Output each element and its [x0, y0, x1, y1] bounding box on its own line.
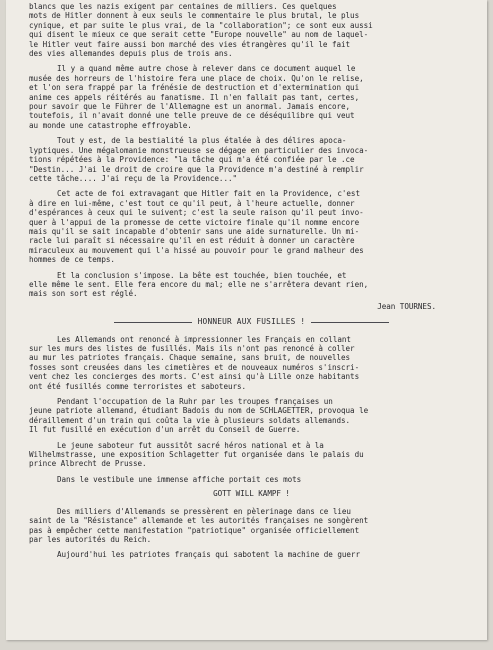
paragraph: Les Allemands ont renoncé à impressionner les Français en collant sur les murs des listes de fusillés. Mais ils n'ont pas renoncé à coller au mur les patriotes français. Chaque semaine, sans bruit, de nouvelles fosses sont creusées dans les cimetières et de nouveaux numéros s'inscri- vent chez les concierges des morts. C'est ainsi qu'à Lille onze habitants ont été fusillés comme terroristes et saboteurs.	[29, 334, 360, 391]
paragraph: Pendant l'occupation de la Ruhr par les troupes françaises un jeune patriote allemand, étudiant Badois du nom de SCHLAGETTER, provoqua le déraillement d'un train qui coûta la vie à plusieurs soldats allemands. Il fut fusillé en exécution d'un arrêt du Conseil de Guerre.	[29, 397, 369, 435]
paragraph: Tout y est, de la bestialité la plus étalée à des délires apoca- lyptiques. Une mégalomanie monstrueuse se dégage en particulier des invoca- tions répétées à la Providence: "la tâche qui m'a été confiée par le .ce "Destin... J'ai le droit de croire que la Providence m'a destiné à remplir cette tâche.... J'ai reçu de la Providence..."	[29, 136, 369, 183]
author-signature: Jean TOURNES.	[377, 301, 436, 311]
section-heading-text: HONNEUR AUX FUSILLES !	[197, 317, 306, 327]
paragraph: blancs que les nazis exigent par centaines de milliers. Ces quelques mots de Hitler donnent à eux seuls le commentaire le plus brutal, le plus cynique, et par suite le plus vrai, de la "collaboration"; ce sont eux aussi qui disent le mieux ce que serait cette "Europe nouvelle" au nom de laquel- le Hitler veut faire aussi bon marché des vies étrangères qu'il le fait des vies allemandes depuis plus de trois ans.	[29, 2, 373, 59]
poster-motto: GOTT WILL KAMPF !	[213, 489, 290, 499]
heading-rule-left	[114, 322, 192, 323]
paragraph: Et la conclusion s'impose. La bête est touchée, bien touchée, et elle même le sent. Elle fera encore du mal; elle ne s'arrêtera devant rien, mais son sort est réglé.	[29, 270, 369, 299]
paragraph: Il y a quand même autre chose à relever dans ce document auquel le musée des horreurs de l'histoire fera une place de choix. Qu'on le relise, et l'on sera frappé par la frénésie de destruction et d'extermination qui anime ces appels réitérés au fanatisme. Il n'en fallait pas tant, certes, pour savoir que le Führer de l'Allemagne est un anormal. Jamais encore, toutefois, il n'avait donné une telle preuve de ce déséquilibre qui veut au monde une catastrophe effroyable.	[29, 64, 364, 130]
paragraph: Aujourd'hui les patriotes français qui sabotent la machine de guerr	[57, 550, 360, 560]
paragraph: Le jeune saboteur fut aussitôt sacré héros national et à la Wilhelmstrasse, une exposition Schlagetter fut organisée dans le palais du prince Albrecht de Prusse.	[29, 440, 364, 469]
document-body	[29, 2, 474, 566]
paragraph: Dans le vestibule une immense affiche portait ces mots	[57, 474, 302, 484]
paragraph: Des milliers d'Allemands se pressèrent en pèlerinage dans ce lieu saint de la "Résistance" allemande et les autorités françaises ne songèrent pas à empêcher cette manifestation "patriotique" organisée officiellement par les autorités du Reich.	[29, 506, 369, 544]
heading-rule-right	[311, 322, 389, 323]
paragraph: Cet acte de foi extravagant que Hitler fait en la Providence, c'est à dire en lui-même, c'est tout ce qu'il peut, à l'heure actuelle, donner d'espérances à ceux qui le suivent; c'est la seule raison qu'il peut invo- quer à l'appui de la promesse de cette victoire finale qu'il nomme encore mais qu'il se sait incapable d'obtenir sans une aide surnaturelle. Un mi- racle lui paraît si nécessaire qu'il en est réduit à donner un caractère miraculeux au mouvement qui l'a hissé au pouvoir pour le grand malheur des hommes de ce temps.	[29, 189, 364, 265]
typed-page	[6, 0, 487, 640]
section-heading	[29, 317, 474, 326]
